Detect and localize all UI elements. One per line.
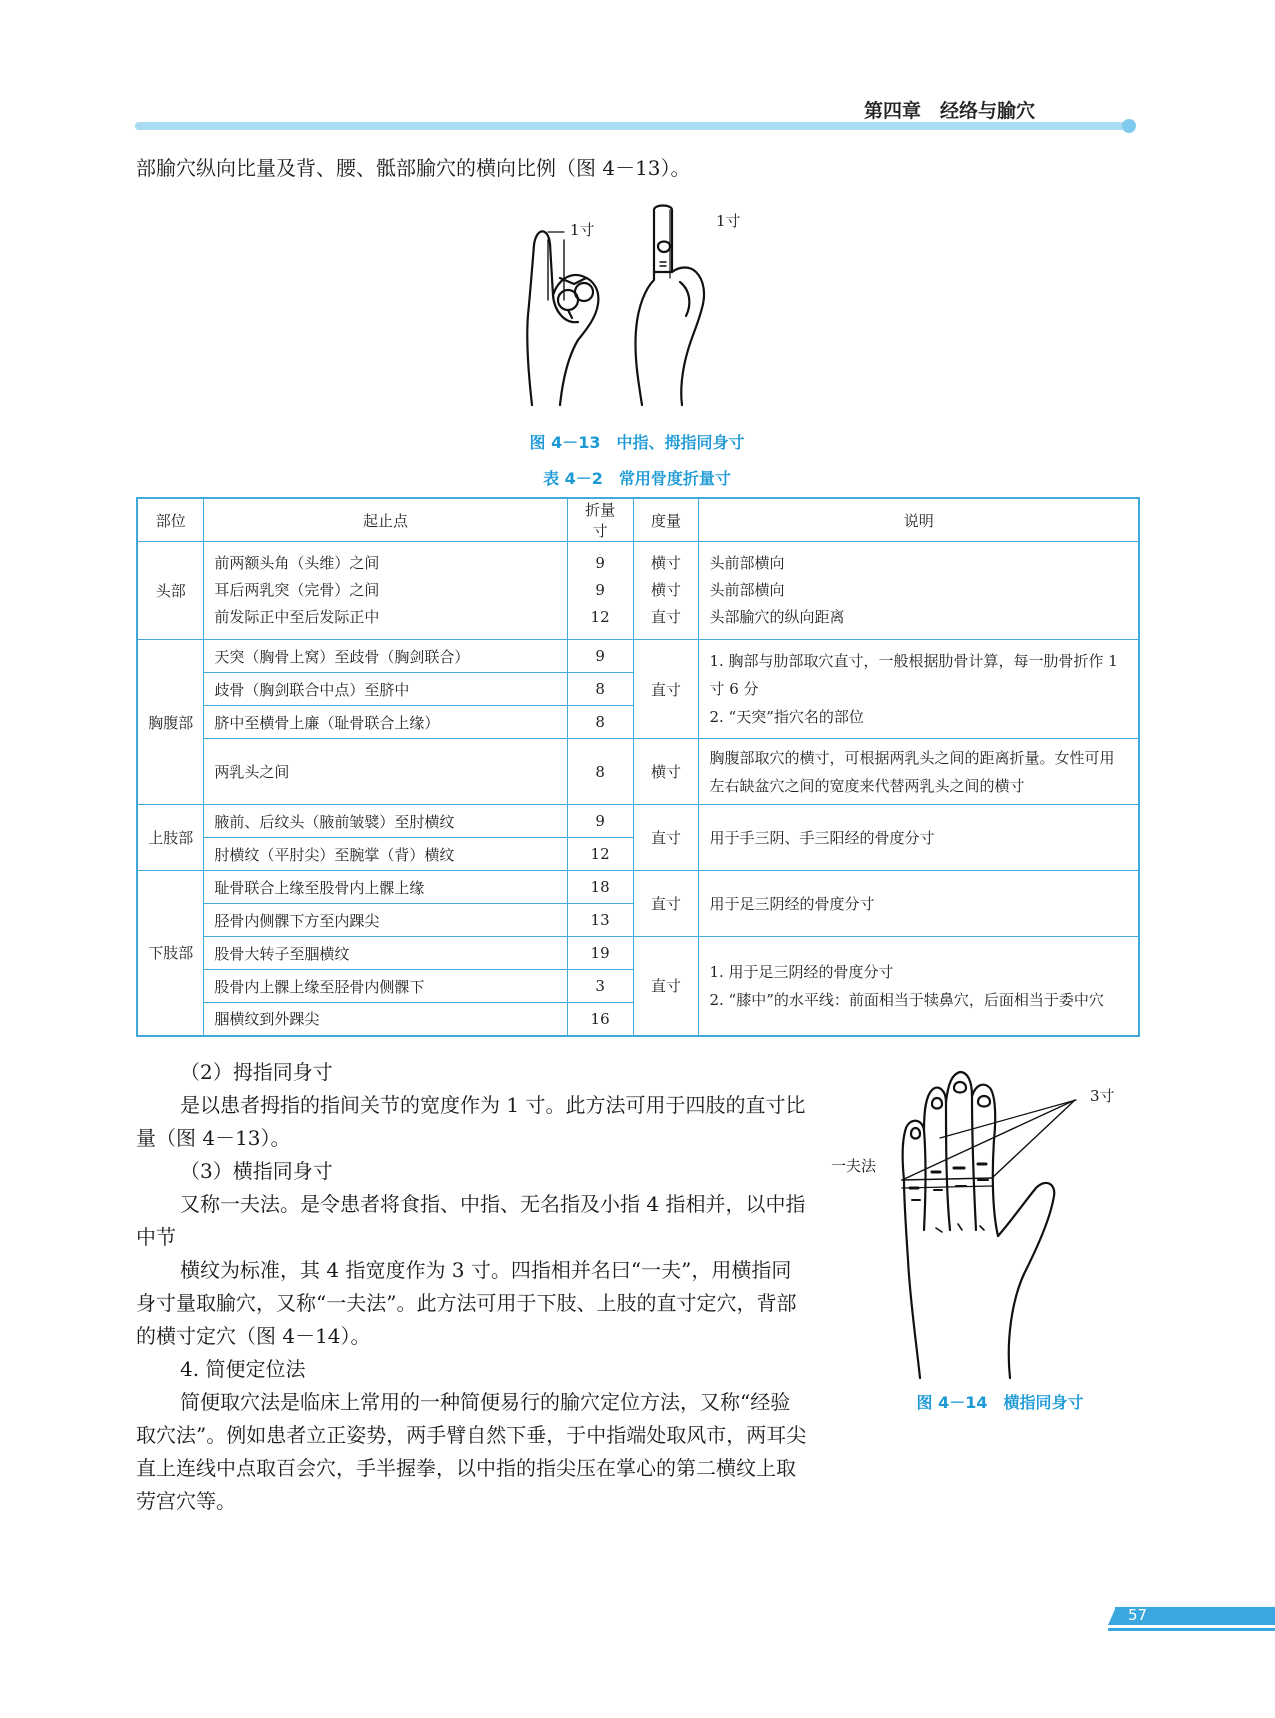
subheading-simple: 4. 简便定位法 [180, 1357, 306, 1381]
cell-measure: 横寸 [633, 739, 699, 805]
table-row [137, 937, 1139, 970]
cell-value: 3 [567, 970, 633, 1003]
table-row [137, 871, 1139, 904]
cell-value: 18 [567, 871, 633, 904]
paragraph-finger-b: 横纹为标准，其 4 指宽度作为 3 寸。四指相并名曰“一夫”，用横指同身寸量取腧穴，又称“一夫法”。此方法可用于下肢、上肢的直寸定穴，背部的横寸定穴（图 4－14）。 [136, 1258, 797, 1348]
subheading-finger: （3）横指同身寸 [180, 1159, 333, 1183]
paragraph-finger-a: 又称一夫法。是令患者将食指、中指、无名指及小指 4 指相并，以中指中节 [136, 1192, 806, 1249]
cell-measure: 横寸 横寸 直寸 [633, 542, 699, 640]
cell-start-end: 两乳头之间 [204, 739, 567, 805]
section-lower-limb: 下肢部 [137, 871, 204, 1036]
cell-start-end: 腋前、后纹头（腋前皱襞）至肘横纹 [204, 805, 567, 838]
cell-note: 头前部横向 头前部横向 头部腧穴的纵向距离 [699, 542, 1139, 640]
cell-value: 12 [567, 838, 633, 871]
cell-start-end: 胫骨内侧髁下方至内踝尖 [204, 904, 567, 937]
section-upper-limb: 上肢部 [137, 805, 204, 871]
cell-value: 8 [567, 673, 633, 706]
cell-start-end: 前两额头角（头维）之间 耳后两乳突（完骨）之间 前发际正中至后发际正中 [204, 542, 567, 640]
cell-value: 8 [567, 706, 633, 739]
header-cell: 部位 [137, 498, 204, 542]
figure-13-label-left: 1寸 [570, 221, 595, 239]
cell-value: 16 [567, 1003, 633, 1036]
header-cell: 起止点 [204, 498, 567, 542]
figure-14-label-top: 3寸 [1090, 1087, 1115, 1105]
figure-4-13-illustration [520, 200, 760, 415]
header-rule [135, 122, 1130, 130]
table-title: 表 4－2 常用骨度折量寸 [543, 469, 731, 488]
cell-value: 19 [567, 937, 633, 970]
cell-note: 胸腹部取穴的横寸，可根据两乳头之间的距离折量。女性可用左右缺盆穴之间的宽度来代替两乳头之间的横寸 [699, 739, 1139, 805]
cell-value: 8 [567, 739, 633, 805]
cell-measure: 直寸 [633, 640, 699, 739]
cell-start-end: 耻骨联合上缘至股骨内上髁上缘 [204, 871, 567, 904]
header-cell: 说明 [699, 498, 1139, 542]
chapter-header: 第四章 经络与腧穴 [863, 100, 1035, 122]
cell-value: 13 [567, 904, 633, 937]
cell-start-end: 天突（胸骨上窝）至歧骨（胸剑联合） [204, 640, 567, 673]
cell-start-end: 脐中至横骨上廉（耻骨联合上缘） [204, 706, 567, 739]
figure-14-label-left: 一夫法 [831, 1157, 877, 1175]
cell-note: 1. 用于足三阴经的骨度分寸 2. “膝中”的水平线：前面相当于犊鼻穴，后面相当于委中穴 [699, 937, 1139, 1036]
cell-note: 1. 胸部与肋部取穴直寸，一般根据肋骨计算，每一肋骨折作 1 寸 6 分 2. “天突”指穴名的部位 [699, 640, 1139, 739]
table-header-row [137, 498, 1139, 542]
subheading-thumb: （2）拇指同身寸 [180, 1060, 333, 1084]
cell-measure: 直寸 [633, 871, 699, 937]
cell-start-end: 股骨内上髁上缘至胫骨内侧髁下 [204, 970, 567, 1003]
section-head: 头部 [137, 542, 204, 640]
cell-start-end: 肘横纹（平肘尖）至腕掌（背）横纹 [204, 838, 567, 871]
paragraph-thumb: 是以患者拇指的指间关节的宽度作为 1 寸。此方法可用于四肢的直寸比量（图 4－13）。 [136, 1093, 806, 1150]
cell-value: 9 [567, 805, 633, 838]
cell-note: 用于足三阴经的骨度分寸 [699, 871, 1139, 937]
cell-start-end: 腘横纹到外踝尖 [204, 1003, 567, 1036]
cell-start-end: 股骨大转子至腘横纹 [204, 937, 567, 970]
table-row [137, 739, 1139, 805]
table-row [137, 640, 1139, 673]
cell-measure: 直寸 [633, 937, 699, 1036]
table-row [137, 805, 1139, 838]
paragraph-simple: 简便取穴法是临床上常用的一种简便易行的腧穴定位方法，又称“经验取穴法”。例如患者立正姿势，两手臂自然下垂，于中指端处取风市，两耳尖直上连线中点取百会穴，手半握拳，以中指的指尖压在掌心的第二横纹上取劳宫穴等。 [136, 1390, 807, 1513]
figure-13-caption: 图 4－13 中指、拇指同身寸 [529, 433, 745, 452]
table-row [137, 542, 1139, 640]
cell-start-end: 歧骨（胸剑联合中点）至脐中 [204, 673, 567, 706]
header-rule-dot [1122, 119, 1136, 133]
figure-14-caption: 图 4－14 横指同身寸 [916, 1393, 1084, 1412]
cell-value: 9 9 12 [567, 542, 633, 640]
header-cell: 折量寸 [567, 498, 633, 542]
cell-measure: 直寸 [633, 805, 699, 871]
figure-4-14-illustration [880, 1060, 1130, 1382]
figure-13-label-right: 1寸 [716, 212, 741, 230]
page-number: 57 [1128, 1606, 1148, 1624]
section-chest: 胸腹部 [137, 640, 204, 805]
page-number-rule [1108, 1628, 1275, 1631]
intro-text: 部腧穴纵向比量及背、腰、骶部腧穴的横向比例（图 4－13）。 [136, 156, 691, 180]
header-cell: 度量 [633, 498, 699, 542]
cell-note: 用于手三阴、手三阳经的骨度分寸 [699, 805, 1139, 871]
cell-value: 9 [567, 640, 633, 673]
bone-measurement-table [136, 497, 1140, 1037]
